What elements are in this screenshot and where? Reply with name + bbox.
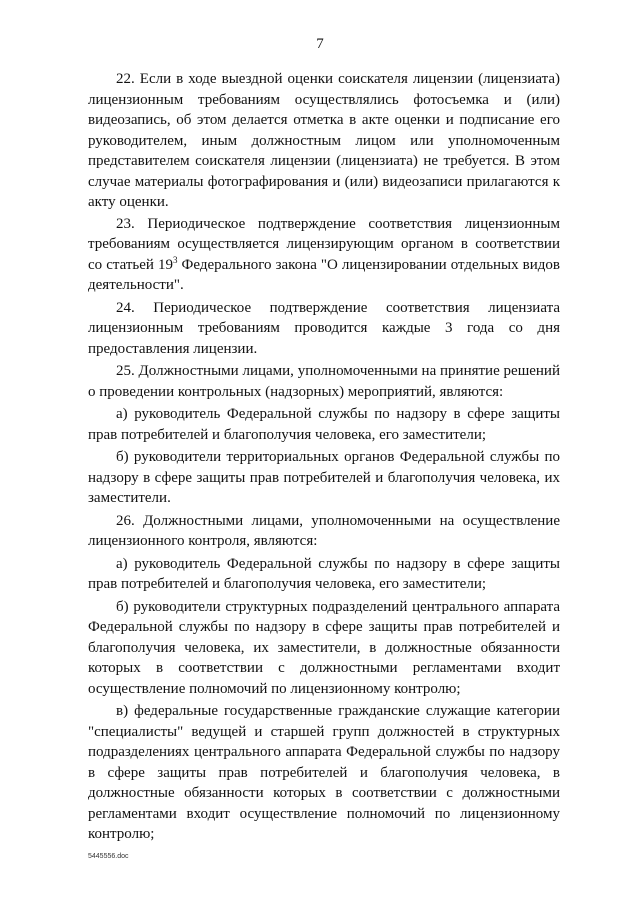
article-superscript: 3 (172, 254, 178, 265)
paragraph-25: 25. Должностными лицами, уполномоченными на принятие решений о проведении контрольных (надзорных) мероприятий, являются: (88, 363, 560, 400)
paragraph-26: 26. Должностными лицами, уполномоченными на осуществление лицензионного контроля, являются: (88, 512, 560, 549)
paragraph-26-a: а) руководитель Федеральной службы по надзору в сфере защиты прав потребителей и благополучия человека, его заместители; (88, 555, 560, 592)
footer-filename: 5445556.doc (88, 853, 129, 860)
paragraph-23-text-end: Федерального закона "О лицензировании отдельных видов деятельности". (88, 256, 560, 293)
document-body (88, 69, 560, 847)
paragraph-22: 22. Если в ходе выездной оценки соискателя лицензии (лицензиата) лицензионным требованиям осуществлялись фотосъемка и (или) видеозапись, об этом делается отметка в акте оценки и подписание его руководителем, иным должностным лицом или уполномоченным представителем соискателя лицензии (лицензиата) не требуется. В этом случае материалы фотографирования и (или) видеозаписи прилагаются к акту оценки. (88, 71, 560, 210)
page-number: 7 (316, 36, 324, 52)
paragraph-23 (88, 214, 560, 296)
paragraph-25-a: а) руководитель Федеральной службы по надзору в сфере защиты прав потребителей и благополучия человека, его заместители; (88, 406, 560, 443)
paragraph-24: 24. Периодическое подтверждение соответствия лицензиата лицензионным требованиям проводится каждые 3 года со дня предоставления лицензии. (88, 299, 560, 357)
paragraph-26-b: б) руководители структурных подразделений центрального аппарата Федеральной службы по надзору в сфере защиты прав потребителей и благополучия человека, их заместители, в должностные обязанности которых в соответствии с должностными регламентами входит осуществление полномочий по лицензионному контролю; (88, 598, 560, 697)
paragraph-25-b: б) руководители территориальных органов Федеральной службы по надзору в сфере защиты прав потребителей и благополучия человека, их заместители. (88, 449, 560, 506)
paragraph-26-v: в) федеральные государственные гражданские служащие категории "специалисты" ведущей и старшей групп должностей в структурных подразделениях центрального аппарата Федеральной службы по надзору в сфере защиты прав потребителей и благополучия человека, в должностные обязанности которых в соответствии с должностными регламентами входит осуществление полномочий по лицензионному контролю; (88, 703, 560, 842)
paragraph-23-text: 23. Периодическое подтверждение соответствия лицензионным требованиям осуществляется лицензирующим органом в соответствии со статьей 19 (88, 215, 560, 273)
